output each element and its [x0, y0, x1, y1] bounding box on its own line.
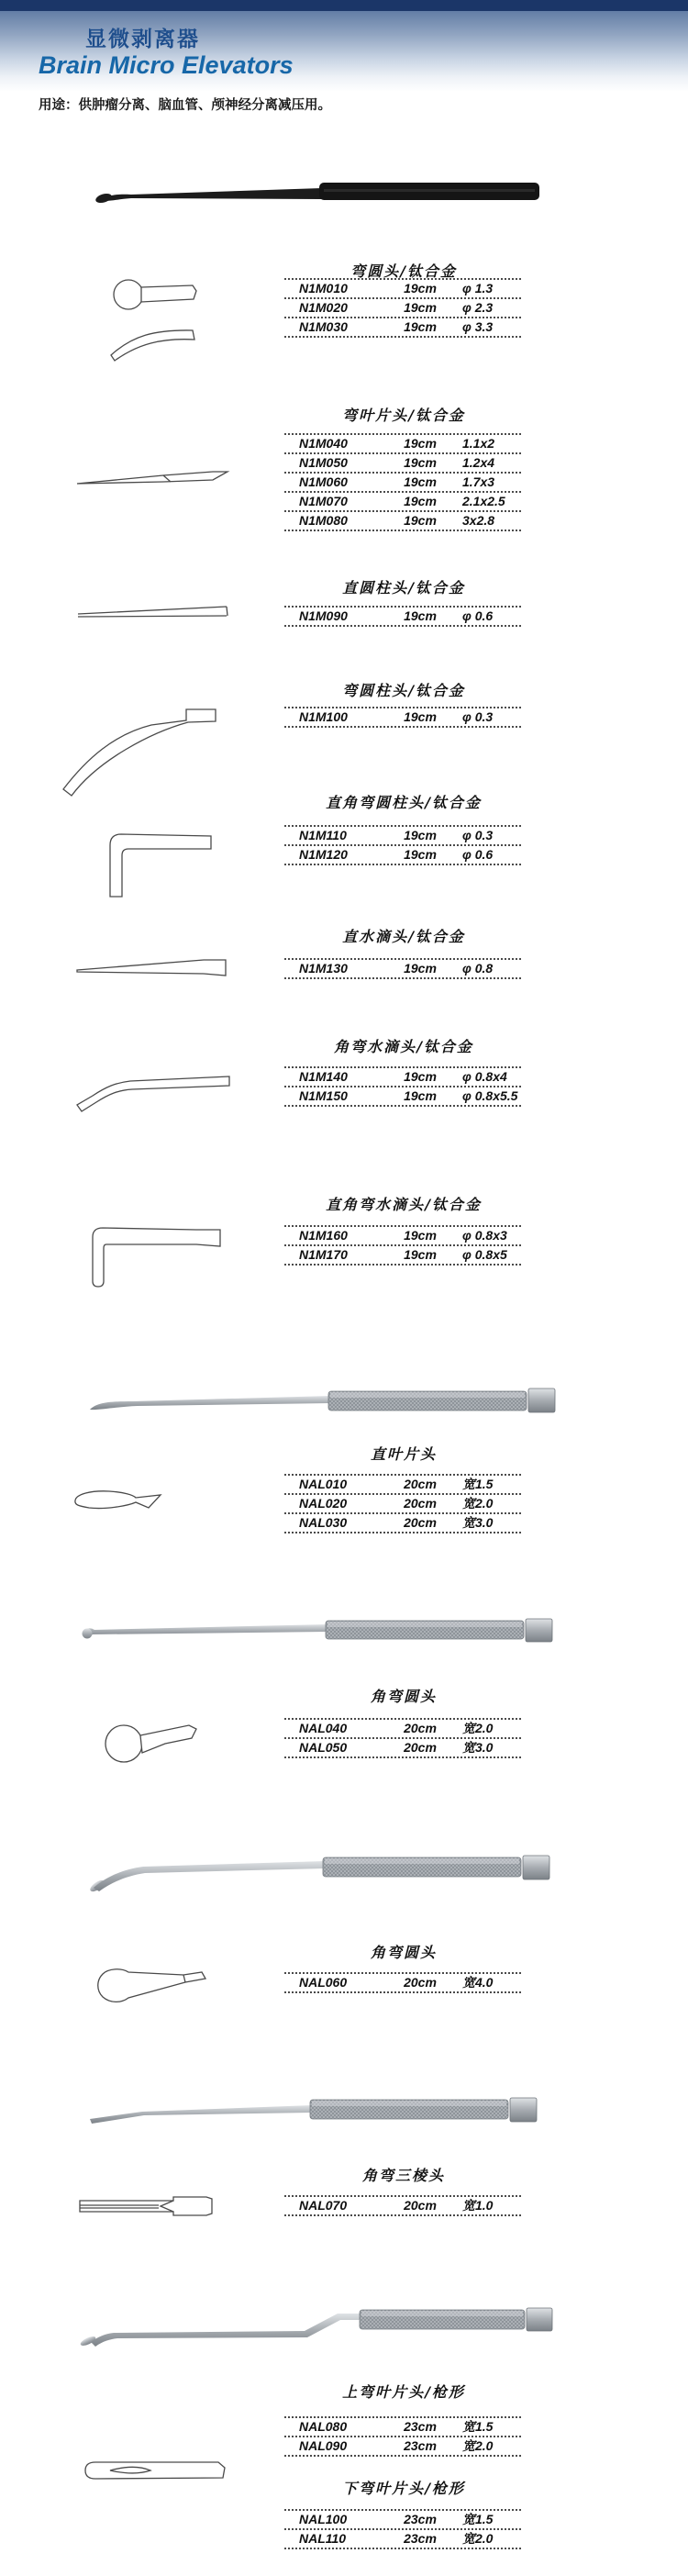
size-cell: 1.7x3	[462, 474, 495, 489]
section-title: 弯圆头/钛合金	[350, 262, 457, 280]
tip-drawing-angled-round-spoon	[94, 1964, 211, 2006]
size-cell: 宽3.0	[462, 1740, 494, 1755]
size-cell: 宽1.0	[462, 2198, 494, 2213]
spec-table	[284, 1718, 521, 1758]
size-cell: 宽2.0	[462, 1721, 494, 1735]
section-title: 下弯叶片头/枪形	[342, 2480, 465, 2497]
section-title: 角弯三棱头	[361, 2167, 445, 2184]
section-title: 角弯圆头	[370, 1944, 437, 1961]
model-cell: NAL100	[299, 2512, 348, 2526]
instrument-photo-black-micro-elevator	[87, 170, 564, 216]
table-row	[284, 1227, 521, 1246]
size-cell: φ 0.8x5	[462, 1247, 507, 1262]
size-cell: 宽2.0	[462, 2531, 494, 2546]
table-row	[284, 2418, 521, 2437]
size-cell: 1.1x2	[462, 436, 495, 451]
tip-drawing-straight-teardrop	[75, 956, 231, 982]
section-title: 弯叶片头/钛合金	[342, 407, 465, 424]
spec-table	[284, 433, 521, 531]
table-row	[284, 1974, 521, 1993]
size-cell: 宽2.0	[462, 2438, 494, 2453]
spec-table	[284, 1972, 521, 1993]
size-cell: φ 0.3	[462, 709, 494, 724]
length-cell: 19cm	[404, 847, 437, 862]
model-cell: N1M060	[299, 474, 348, 489]
table-row	[284, 1514, 521, 1533]
tip-drawing-right-angle-cylinder	[103, 829, 217, 904]
spec-table	[284, 2195, 521, 2216]
spec-table	[284, 2509, 521, 2549]
table-row	[284, 318, 521, 338]
length-cell: 19cm	[404, 513, 437, 528]
length-cell: 20cm	[404, 2198, 437, 2213]
size-cell: 宽1.5	[462, 1477, 494, 1491]
model-cell: NAL050	[299, 1740, 348, 1755]
size-cell: φ 1.3	[462, 281, 494, 296]
model-cell: N1M070	[299, 494, 348, 508]
table-row	[284, 493, 521, 512]
model-cell: NAL060	[299, 1975, 348, 1990]
length-cell: 19cm	[404, 1247, 437, 1262]
length-cell: 19cm	[404, 281, 437, 296]
table-row	[284, 827, 521, 846]
section-title: 直角弯圆柱头/钛合金	[326, 794, 482, 811]
length-cell: 23cm	[404, 2531, 437, 2546]
table-row	[284, 1739, 521, 1758]
length-cell: 19cm	[404, 436, 437, 451]
section-title: 角弯圆头	[370, 1688, 437, 1705]
length-cell: 19cm	[404, 828, 437, 842]
table-row	[284, 1246, 521, 1266]
model-cell: N1M120	[299, 847, 348, 862]
tip-drawing-straight-cylinder	[75, 601, 229, 627]
tip-drawing-triangular-chisel	[78, 2195, 214, 2219]
instrument-photo-round-head-elevator	[78, 1613, 564, 1652]
spec-table	[284, 278, 521, 338]
instrument-photo-angled-spoon-elevator	[83, 1849, 564, 1895]
size-cell: φ 3.3	[462, 319, 494, 334]
model-cell: NAL070	[299, 2198, 348, 2213]
tip-drawing-curved-cylinder	[60, 707, 220, 798]
spec-table	[284, 958, 521, 979]
length-cell: 20cm	[404, 1740, 437, 1755]
model-cell: N1M090	[299, 608, 348, 623]
length-cell: 19cm	[404, 474, 437, 489]
model-cell: NAL090	[299, 2438, 348, 2453]
model-cell: NAL110	[299, 2531, 347, 2546]
table-row	[284, 2511, 521, 2530]
model-cell: N1M010	[299, 281, 348, 296]
table-row	[284, 1087, 521, 1107]
table-row	[284, 474, 521, 493]
size-cell: 宽3.0	[462, 1515, 494, 1530]
model-cell: N1M140	[299, 1069, 348, 1084]
usage-note: 用途：供肿瘤分离、脑血管、颅神经分离减压用。	[39, 98, 331, 113]
length-cell: 19cm	[404, 608, 437, 623]
length-cell: 19cm	[404, 455, 437, 470]
model-cell: N1M150	[299, 1088, 348, 1103]
instrument-photo-straight-elevator	[87, 2095, 564, 2127]
size-cell: φ 0.3	[462, 828, 494, 842]
length-cell: 19cm	[404, 300, 437, 315]
spec-table	[284, 1225, 521, 1266]
spec-table	[284, 1474, 521, 1533]
tip-drawing-straight-leaf-blade	[69, 1487, 165, 1514]
length-cell: 19cm	[404, 1069, 437, 1084]
length-cell: 20cm	[404, 1721, 437, 1735]
model-cell: N1M130	[299, 961, 348, 976]
table-row	[284, 2197, 521, 2216]
size-cell: φ 0.8x4	[462, 1069, 507, 1084]
tip-drawing-curved-round-head	[108, 272, 204, 319]
model-cell: NAL020	[299, 1496, 348, 1511]
size-cell: φ 0.6	[462, 608, 494, 623]
size-cell: 宽1.5	[462, 2512, 494, 2526]
model-cell: NAL080	[299, 2419, 348, 2434]
size-cell: 2.1x2.5	[462, 494, 505, 508]
model-cell: N1M050	[299, 455, 348, 470]
model-cell: N1M040	[299, 436, 348, 451]
tip-drawing-right-angle-teardrop	[75, 1222, 227, 1291]
instrument-photo-bayonet-elevator	[72, 2302, 558, 2357]
tip-drawing-angled-round-head	[101, 1718, 204, 1766]
section-title: 直水滴头/钛合金	[342, 928, 465, 945]
length-cell: 19cm	[404, 1228, 437, 1243]
spec-table	[284, 1066, 521, 1107]
table-row	[284, 846, 521, 865]
model-cell: N1M110	[299, 828, 347, 842]
size-cell: 宽2.0	[462, 1496, 494, 1511]
tip-drawing-thin-leaf-blade	[75, 464, 231, 492]
length-cell: 20cm	[404, 1515, 437, 1530]
length-cell: 23cm	[404, 2438, 437, 2453]
model-cell: N1M080	[299, 513, 348, 528]
model-cell: N1M160	[299, 1228, 348, 1243]
table-row	[284, 1720, 521, 1739]
page-title-chinese: 显微剥离器	[85, 28, 200, 51]
section-title: 角弯水滴头/钛合金	[334, 1038, 473, 1055]
section-title: 直叶片头	[370, 1445, 437, 1463]
model-cell: NAL010	[299, 1477, 348, 1491]
length-cell: 19cm	[404, 319, 437, 334]
section-title: 直角弯水滴头/钛合金	[326, 1196, 482, 1213]
model-cell: N1M030	[299, 319, 348, 334]
size-cell: 1.2x4	[462, 455, 495, 470]
size-cell: φ 0.6	[462, 847, 494, 862]
size-cell: φ 2.3	[462, 300, 494, 315]
size-cell: 3x2.8	[462, 513, 495, 528]
table-row	[284, 299, 521, 318]
table-row	[284, 1476, 521, 1495]
size-cell: φ 0.8	[462, 961, 494, 976]
length-cell: 19cm	[404, 1088, 437, 1103]
model-cell: N1M020	[299, 300, 348, 315]
model-cell: N1M100	[299, 709, 348, 724]
table-row	[284, 454, 521, 474]
section-title: 弯圆柱头/钛合金	[342, 682, 465, 699]
tip-drawing-bayonet-leaf-blade	[83, 2459, 227, 2483]
header-top-bar	[0, 0, 688, 11]
model-cell: N1M170	[299, 1247, 348, 1262]
size-cell: 宽4.0	[462, 1975, 494, 1990]
table-row	[284, 280, 521, 299]
size-cell: φ 0.8x5.5	[462, 1088, 518, 1103]
length-cell: 23cm	[404, 2512, 437, 2526]
table-row	[284, 512, 521, 531]
spec-table	[284, 2416, 521, 2457]
table-row	[284, 2530, 521, 2549]
instrument-photo-curved-tip-elevator	[83, 1381, 564, 1422]
table-row	[284, 608, 521, 627]
length-cell: 20cm	[404, 1496, 437, 1511]
length-cell: 19cm	[404, 961, 437, 976]
page-title-english: Brain Micro Elevators	[39, 51, 294, 79]
length-cell: 19cm	[404, 494, 437, 508]
length-cell: 23cm	[404, 2419, 437, 2434]
model-cell: NAL030	[299, 1515, 348, 1530]
size-cell: φ 0.8x3	[462, 1228, 507, 1243]
table-row	[284, 435, 521, 454]
table-row	[284, 2437, 521, 2457]
section-title: 上弯叶片头/枪形	[342, 2383, 465, 2401]
table-row	[284, 960, 521, 979]
spec-table	[284, 606, 521, 627]
length-cell: 19cm	[404, 709, 437, 724]
length-cell: 20cm	[404, 1477, 437, 1491]
size-cell: 宽1.5	[462, 2419, 494, 2434]
model-cell: NAL040	[299, 1721, 348, 1735]
spec-table	[284, 825, 521, 865]
tip-drawing-angled-teardrop	[73, 1072, 234, 1114]
section-title: 直圆柱头/钛合金	[342, 579, 465, 597]
table-row	[284, 708, 521, 728]
table-row	[284, 1068, 521, 1087]
spec-table	[284, 707, 521, 728]
table-row	[284, 1495, 521, 1514]
tip-drawing-curved-blade	[106, 321, 204, 362]
length-cell: 20cm	[404, 1975, 437, 1990]
